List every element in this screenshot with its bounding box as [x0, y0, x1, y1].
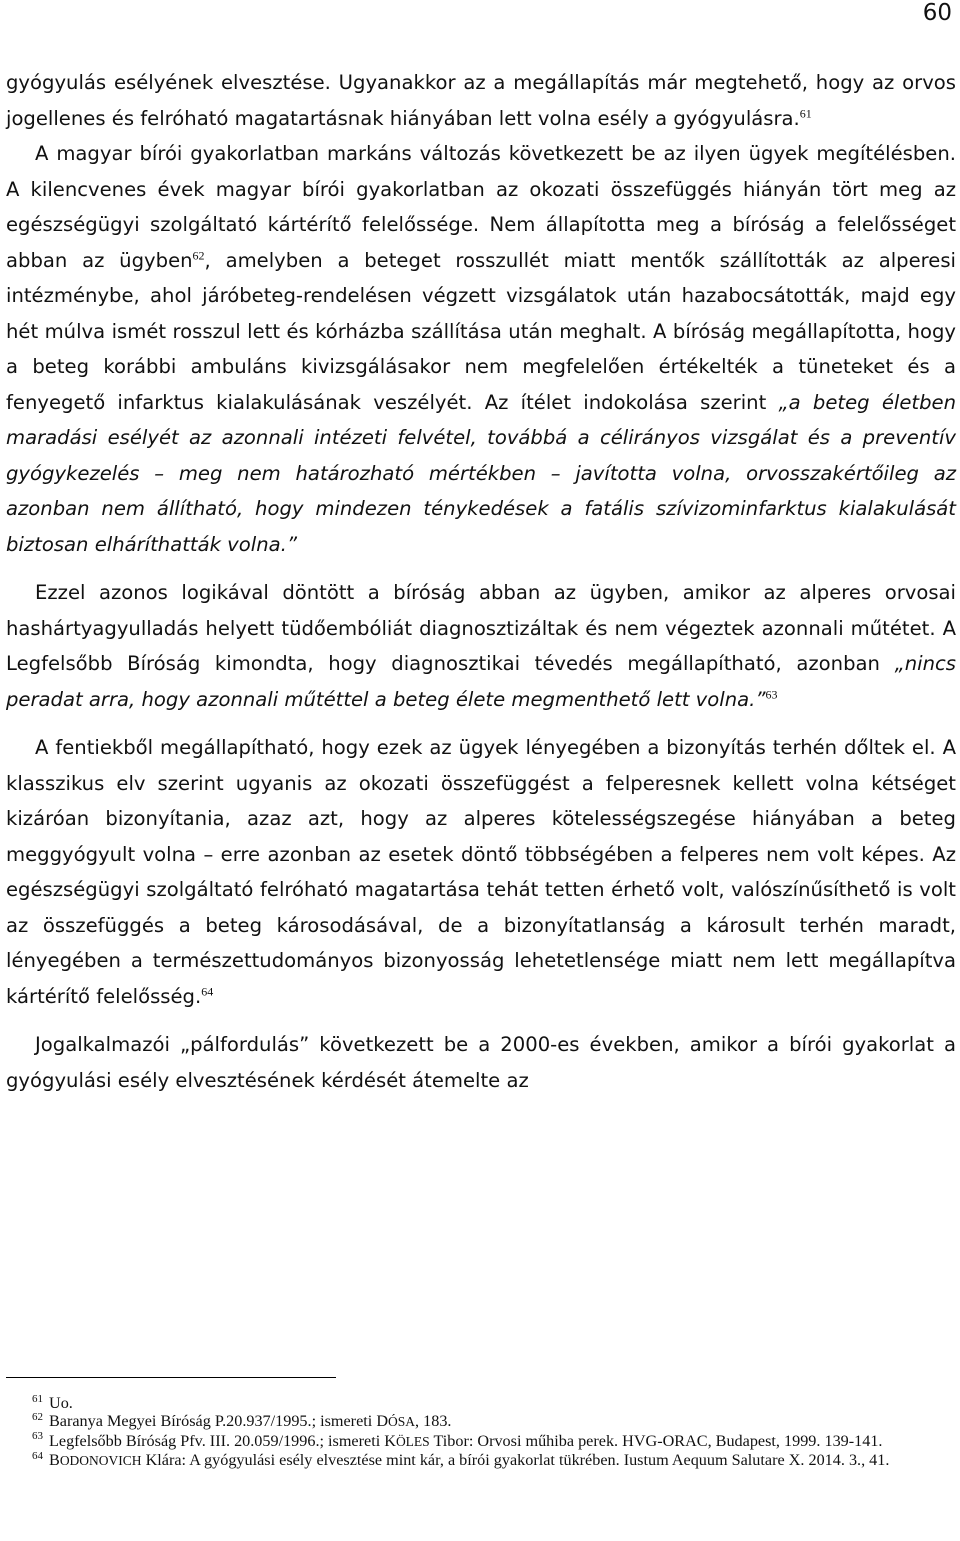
paragraph-3: Ezzel azonos logikával döntött a bíróság abban az ügyben, amikor az alperes orvosai hashártyagyulladás helyett tüdőembóliát diagnosztizáltak és nem végeztek azonnali műtétet. A Legfelsőbb Bíróság kimondta, hogy diagnosztikai tévedés megállapítható, azonban „nincs peradat arra, hogy azonnali műtéttel a beteg élete megmenthető lett volna.”$^{63}$ — [6, 581, 956, 711]
paragraph-4: A fentiekből megállapítható, hogy ezek az ügyek lényegében a bizonyítás terhén dőltek el. A klasszikus elv szerint ugyanis az okozati összefüggést a felperesnek kellett volna kétséget kizáróan bizonyítania, azaz azt, hogy az alperes kötelességszegése hiányában a beteg meggyógyult volna – erre azonban az esetek döntő többségében a felperes nem volt képes. Az egészségügyi szolgáltató felróható magatartása tehát tetten érhető volt, valószínűsíthető is volt az összefüggés a beteg károsodásával, de a bizonyítatlanság a károsult terhén maradt, lényegében a természettudományos bizonyosság lehetetlensége miatt nem lett megállapítva kártérítő felelősség.$^{64}$ — [6, 736, 956, 1008]
footnote-ref: 62 — [192, 247, 205, 262]
court-quote: „a beteg életben maradási esélyét az azonnali intézeti felvétel, továbbá a célirányos vizsgálat és a preventív gyógykezelés – meg nem határozható mértékben – javította volna, orvosszakértőileg az azonban nem állítható, hogy mindezen ténykedések a fatális szívizominfarktus kialakulását biztosan elháríthatták volna.” — [6, 390, 956, 556]
footnote-63: $^{63}$ Legfelsőbb Bíróság Pfv. III. 20.059/1996.; ismereti KÖLES Tibor: Orvosi műhiba perek. HVG-ORAC, Budapest, 1999. 139-141. — [32, 1430, 883, 1450]
page-number: 60 — [922, 0, 952, 26]
footnotes — [6, 1394, 956, 1470]
footnote-61: $^{61}$ Uo. — [32, 1392, 73, 1412]
footnote-64: $^{64}$ BODONOVICH Klára: A gyógyulási esély elvesztése mint kár, a bírói gyakorlat tükrében. Iustum Aequum Salutare X. 2014. 3., 41. — [32, 1449, 890, 1469]
footnote-62: $^{62}$ Baranya Megyei Bíróság P.20.937/1995.; ismereti DÓSA, 183. — [32, 1410, 452, 1431]
paragraph-1: gyógyulás esélyének elvesztése. Ugyanakkor az a megállapítás már megtehető, hogy az orvos jogellenes és felróható magatartásnak hiányában lett volna esély a gyógyulásra.$^{61}$ — [6, 71, 956, 130]
footnote-ref: 64 — [201, 983, 214, 998]
court-quote: „nincs peradat arra, hogy azonnali műtéttel a beteg élete megmenthető lett volna.” — [6, 652, 956, 711]
footnote-ref: 63 — [765, 686, 778, 701]
main-text — [6, 65, 956, 1098]
footnote-separator — [6, 1377, 336, 1378]
paragraph-2: A magyar bírói gyakorlatban markáns változás következett be az ilyen ügyek megítélésben. A kilencvenes évek magyar bírói gyakorlatban az okozati összefüggés hiányán tört meg az egészségügyi szolgáltató kártérítő felelőssége. Nem állapította meg a bíróság a felelősséget abban az ügyben$^{62}$, amelyben a beteget rosszullét miatt mentők szállították az alperesi intézménybe, ahol járóbeteg-rendelésen végzett vizsgálatok után hazabocsátották, majd egy hét múlva ismét rosszul lett és kórházba szállítása után meghalt. A bíróság megállapította, hogy a beteg korábbi ambuláns kivizsgálásakor nem megfelelően értékelték a tüneteket és a fenyegető infarktus kialakulásának veszélyét. Az ítélet indokolása szerint „a beteg életben maradási esélyét az azonnali intézeti felvétel, továbbá a célirányos vizsgálat és a preventív gyógykezelés – meg nem határozható mértékben – javította volna, orvosszakértőileg az azonban nem állítható, hogy mindezen ténykedések a fatális szívizominfarktus kialakulását biztosan elháríthatták volna.” — [6, 142, 956, 556]
footnote-ref: 61 — [799, 105, 812, 120]
paragraph-5: Jogalkalmazói „pálfordulás” következett be a 2000-es években, amikor a bírói gyakorlat a gyógyulási esély elvesztésének kérdését átemelte az — [6, 1033, 956, 1092]
